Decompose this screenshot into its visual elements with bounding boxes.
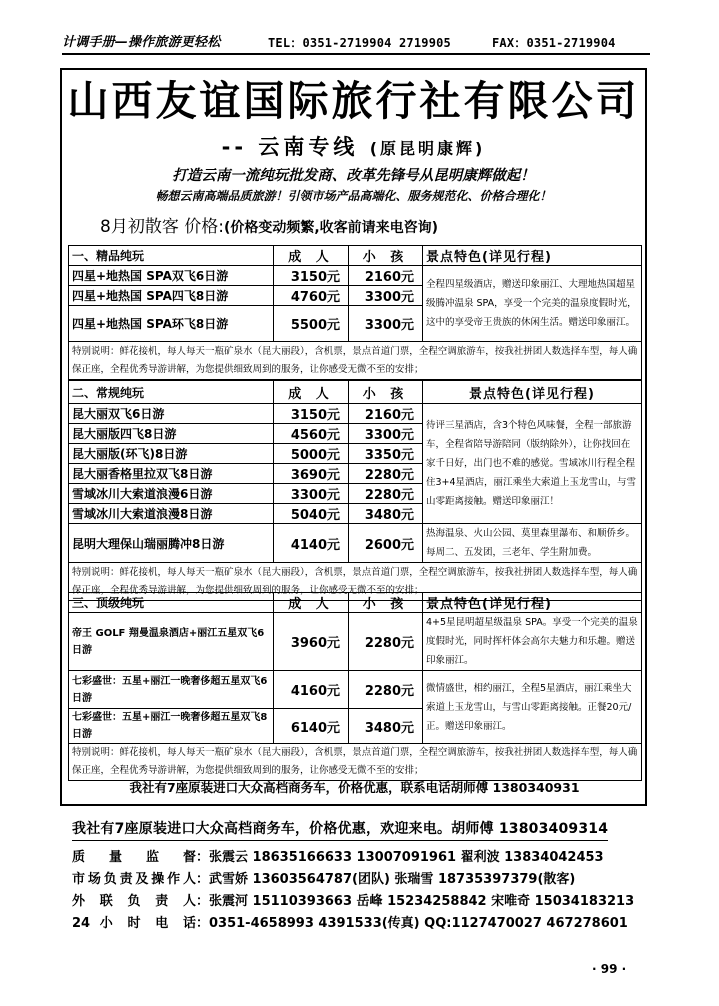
header-tel: TEL：0351-2719904 2719905 bbox=[268, 36, 451, 50]
tour-name: 七彩盛世：五星+丽江一晚奢侈超五星双飞6日游 bbox=[69, 671, 274, 709]
section1-table bbox=[68, 245, 642, 380]
child-price: 3300元 bbox=[349, 424, 423, 444]
adult-price: 6140元 bbox=[274, 709, 349, 744]
section3-title: 三、顶级纯玩 bbox=[69, 593, 274, 613]
inner-van-note: 我社有7座原装进口大众高档商务车，价格优惠，联系电话胡师傅 1380340931 bbox=[129, 780, 580, 795]
section3-table bbox=[68, 592, 642, 781]
slogan-line-1: 打造云南一流纯玩批发商、改革先锋号从昆明康辉做起！ bbox=[172, 168, 535, 184]
adult-price: 4140元 bbox=[274, 524, 349, 563]
adult-price: 3300元 bbox=[274, 484, 349, 504]
adult-price: 4160元 bbox=[274, 671, 349, 709]
tour-name: 昆大丽双飞6日游 bbox=[69, 404, 274, 424]
contact-label: 24 小 时 电 话 bbox=[72, 916, 196, 931]
tour-name: 雪域冰川大索道浪漫8日游 bbox=[69, 504, 274, 524]
tour-name: 雪域冰川大索道浪漫6日游 bbox=[69, 484, 274, 504]
child-price: 3300元 bbox=[349, 286, 423, 306]
contact-label: 市场负责及操作人 bbox=[72, 872, 196, 887]
adult-price: 3150元 bbox=[274, 404, 349, 424]
header-slogan: 计调手册—操作旅游更轻松 bbox=[62, 35, 221, 50]
section2-desc-2: 热海温泉、火山公园、莫里森里瀑布、和顺侨乡。每周二、五发团，三老年、学生附加费。 bbox=[423, 524, 642, 563]
child-price: 3350元 bbox=[349, 444, 423, 464]
col-adult: 成 人 bbox=[274, 593, 349, 613]
contact-row bbox=[72, 891, 634, 913]
col-child: 小 孩 bbox=[349, 381, 423, 404]
special-note-1: 特别说明：鲜花接机，每人每天一瓶矿泉水（昆大丽段），含机票，景点首道门票，全程空调旅游车，按我社拼团人数选择车型，每人确保正座，全程优秀导游讲解，为您提供细致周到的服务，让你感受无微不至的安排； bbox=[69, 342, 642, 380]
adult-price: 5040元 bbox=[274, 504, 349, 524]
child-price: 2160元 bbox=[349, 266, 423, 286]
adult-price: 3960元 bbox=[274, 613, 349, 671]
section3-desc-1: 4+5星昆明超星级温泉 SPA。享受一个完美的温泉度假时光，同时挥杆体会高尔夫魅力和乐趣。赠送印象丽江。 bbox=[423, 613, 642, 671]
contact-row bbox=[72, 913, 628, 935]
header-fax: FAX：0351-2719904 bbox=[492, 36, 616, 50]
subtitle-paren: (原昆明康辉) bbox=[369, 139, 486, 158]
subtitle-main: -- 云南专线 bbox=[221, 135, 359, 159]
adult-price: 5500元 bbox=[274, 306, 349, 342]
child-price: 2280元 bbox=[349, 464, 423, 484]
price-heading-title: 8月初散客 价格: bbox=[100, 217, 224, 237]
special-note-2: 特别说明：鲜花接机，每人每天一瓶矿泉水（昆大丽段），含机票，景点首道门票，全程空调旅游车，按我社拼团人数选择车型，每人确保正座，全程优秀导游讲解，为您提供细致周到的服务，让你感受无微不至的安排； bbox=[69, 563, 642, 601]
contact-text: ：武雪娇 13603564787(团队) 张瑞雪 18735397379(散客) bbox=[196, 872, 576, 887]
ad-frame bbox=[60, 68, 647, 806]
subtitle bbox=[62, 134, 645, 162]
special-note-3: 特别说明：鲜花接机，每人每天一瓶矿泉水（昆大丽段），含机票，景点首道门票，全程空调旅游车，按我社拼团人数选择车型，每人确保正座，全程优秀导游讲解，为您提供细致周到的服务，让你感受无微不至的安排； bbox=[69, 744, 642, 781]
contact-row bbox=[72, 869, 575, 891]
top-info-bar bbox=[62, 33, 650, 55]
col-feature: 景点特色(详见行程) bbox=[423, 246, 642, 266]
adult-price: 3690元 bbox=[274, 464, 349, 484]
adult-price: 4760元 bbox=[274, 286, 349, 306]
adult-price: 5000元 bbox=[274, 444, 349, 464]
page-number: · 99 · bbox=[592, 962, 627, 976]
slogan-line-2: 畅想云南高端品质旅游！引领市场产品高端化、服务规范化、价格合理化！ bbox=[155, 189, 552, 203]
contact-row bbox=[72, 847, 604, 869]
child-price: 3480元 bbox=[349, 504, 423, 524]
child-price: 3300元 bbox=[349, 306, 423, 342]
company-name: 山西友谊国际旅行社有限公司 bbox=[67, 77, 640, 125]
contact-text: ：张震河 15110393663 岳峰 15234258842 宋唯奇 15034183213 bbox=[196, 894, 635, 909]
section2-table bbox=[68, 380, 642, 601]
contact-text: ：张震云 18635166633 13007091961 翟利波 13834042453 bbox=[196, 850, 604, 865]
child-price: 2600元 bbox=[349, 524, 423, 563]
tour-name: 昆大丽香格里拉双飞8日游 bbox=[69, 464, 274, 484]
tour-name: 帝王 GOLF 翔曼温泉酒店+丽江五星双飞6日游 bbox=[69, 613, 274, 671]
price-heading-note: (价格变动频繁,收客前请来电咨询) bbox=[223, 220, 439, 236]
col-feature: 景点特色(详见行程) bbox=[423, 593, 642, 613]
section1-title: 一、精品纯玩 bbox=[69, 246, 274, 266]
tour-name: 四星+地热国 SPA四飞8日游 bbox=[69, 286, 274, 306]
tour-name: 昆大丽版四飞8日游 bbox=[69, 424, 274, 444]
adult-price: 3150元 bbox=[274, 266, 349, 286]
section1-desc: 全程四星级酒店，赠送印象丽江、大理地热国超星级腾冲温泉 SPA，享受一个完美的温泉度假时光，这中的享受帝王贵族的休闲生活。赠送印象丽江。 bbox=[423, 266, 642, 342]
col-feature: 景点特色(详见行程) bbox=[423, 381, 642, 404]
col-adult: 成 人 bbox=[274, 381, 349, 404]
child-price: 3480元 bbox=[349, 709, 423, 744]
contact-text: ：0351-4658993 4391533(传真) QQ:1127470027 467278601 bbox=[196, 916, 628, 931]
col-adult: 成 人 bbox=[274, 246, 349, 266]
child-price: 2280元 bbox=[349, 613, 423, 671]
tour-name: 四星+地热国 SPA双飞6日游 bbox=[69, 266, 274, 286]
contact-label: 质 量 监 督 bbox=[72, 850, 196, 865]
tour-name: 四星+地热国 SPA环飞8日游 bbox=[69, 306, 274, 342]
price-heading bbox=[100, 215, 438, 240]
section2-title: 二、常规纯玩 bbox=[69, 381, 274, 404]
section2-desc: 待评三星酒店，含3个特色风味餐，全程一部旅游车，全程省陪导游陪同（版纳除外），让你找回在家千日好，出门也不难的感觉。雪域冰川行程全程住3+4星酒店，丽江乘坐大索道上玉龙雪山，与雪山零距离接触。赠送印象丽江！ bbox=[423, 404, 642, 524]
van-ad-line: 我社有7座原装进口大众高档商务车，价格优惠，欢迎来电。胡师傅 13803409314 bbox=[72, 818, 608, 841]
child-price: 2280元 bbox=[349, 671, 423, 709]
child-price: 2280元 bbox=[349, 484, 423, 504]
adult-price: 4560元 bbox=[274, 424, 349, 444]
col-child: 小 孩 bbox=[349, 593, 423, 613]
child-price: 2160元 bbox=[349, 404, 423, 424]
tour-name: 七彩盛世：五星+丽江一晚奢侈超五星双飞8日游 bbox=[69, 709, 274, 744]
section3-desc-2: 微情盛世，相约丽江，全程5星酒店，丽江乘坐大索道上玉龙雪山，与雪山零距离接触。正餐20元/正。赠送印象丽江。 bbox=[423, 671, 642, 744]
col-child: 小 孩 bbox=[349, 246, 423, 266]
tour-name: 昆明大理保山瑞丽腾冲8日游 bbox=[69, 524, 274, 563]
tour-name: 昆大丽版(环飞)8日游 bbox=[69, 444, 274, 464]
contact-label: 外 联 负 责 人 bbox=[72, 894, 196, 909]
